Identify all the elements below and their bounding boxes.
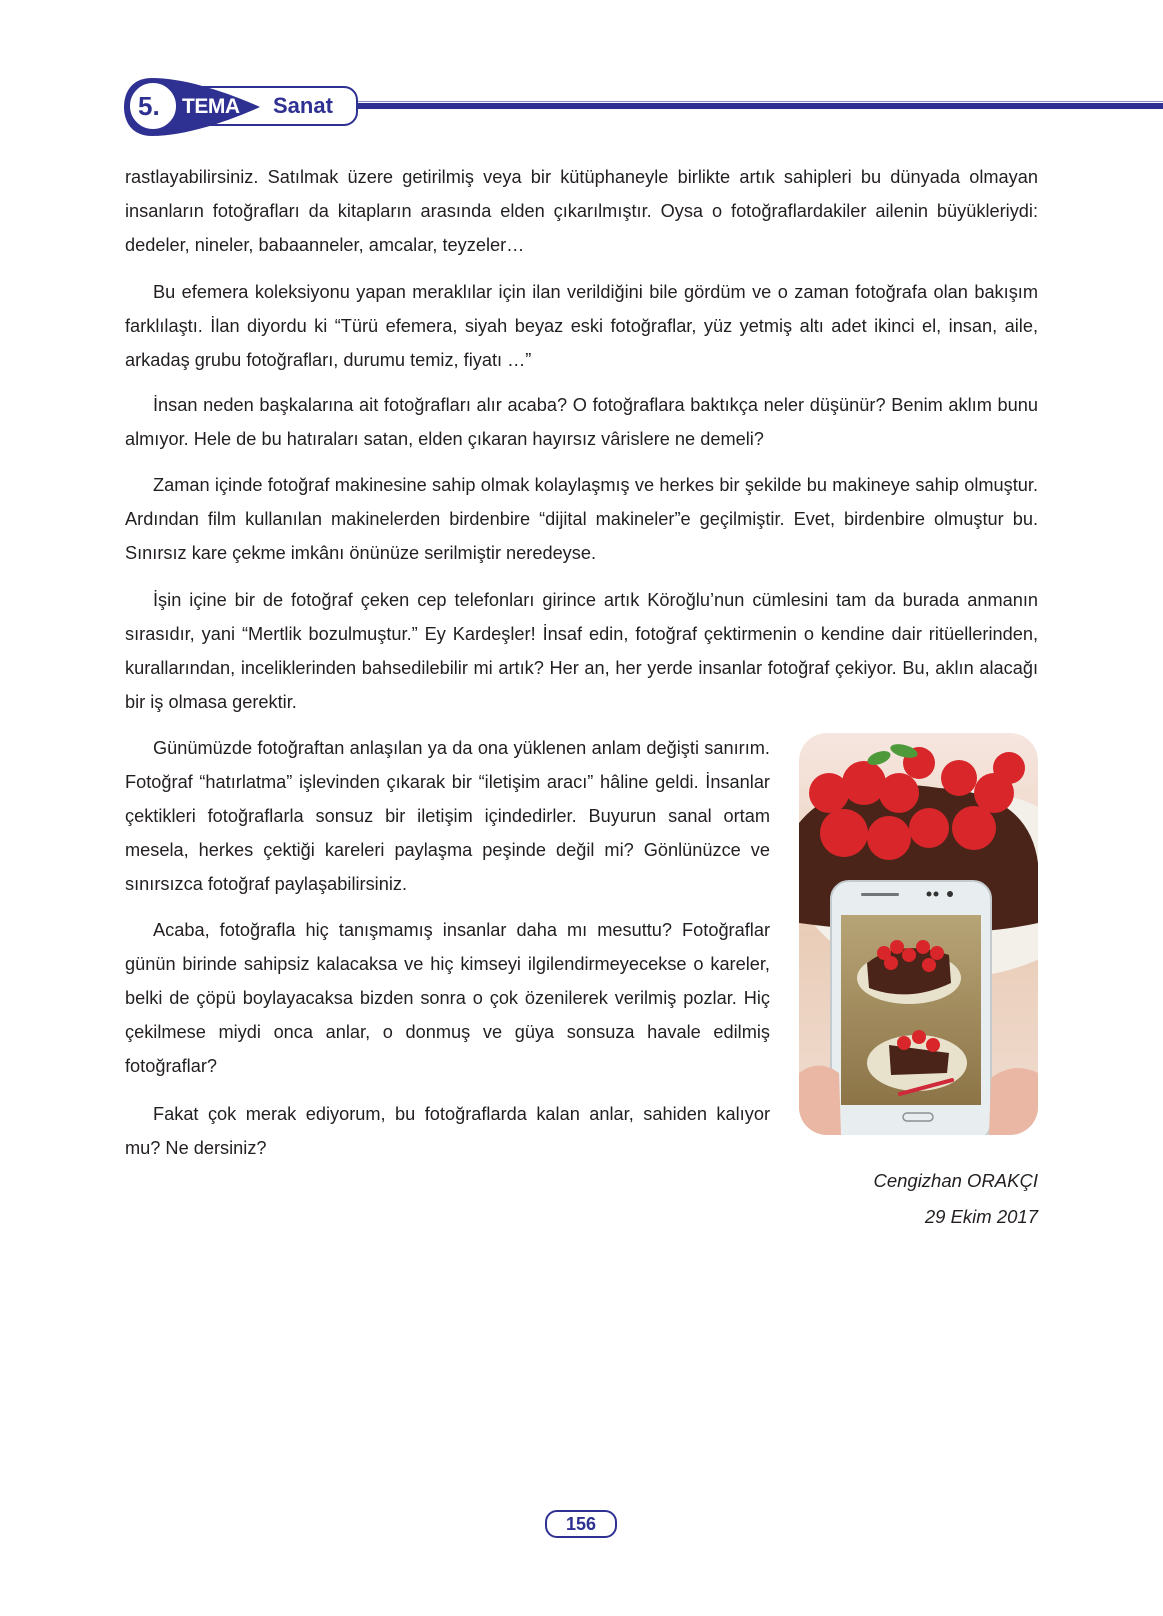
- unit-word: TEMA: [182, 95, 240, 118]
- paragraph-text: Günümüzde fotoğraftan anlaşılan ya da ona yüklenen anlam değişti sanırım. Fotoğraf “hatırlatma” işlevinden çıkarak bir “iletişim aracı” hâline geldi. İnsanlar çektikleri fotoğraflarla sonsuz bir iletişim içindedirler. Buyurun sanal ortam mesela, herkes çektiği kareleri paylaşma peşinde değil mi? Gönlünüzce ve sınırsızca fotoğraf paylaşabilirsiniz.: [125, 738, 770, 894]
- paragraph-text: Zaman içinde fotoğraf makinesine sahip olmak kolaylaşmış ve herkes bir şekilde bu makineye sahip olmuştur. Ardından film kullanılan makinelerden birdenbire “dijital makineler”e geçilmiştir. Evet, birdenbire olmuştur bu. Sınırsız kare çekme imkânı önünüze serilmiştir neredeyse.: [125, 475, 1038, 563]
- paragraph-text: Acaba, fotoğrafla hiç tanışmamış insanlar daha mı mesuttu? Fotoğraflar günün birinde sahipsiz kalacaksa ve hiç kimseyi ilgilendirmeyecekse o kareler, belki de çöpü boylayacaksa bizden sonra o çok özenilerek verilmiş pozlar. Hiç çekilmese miydi onca anlar, o donmuş ve güya sonsuza havale edilmiş fotoğraflar?: [125, 920, 770, 1076]
- header-rule: [356, 103, 1163, 109]
- cake-phone-photo: [799, 733, 1038, 1135]
- page-number: 156: [545, 1510, 617, 1538]
- paragraph: [125, 913, 770, 1083]
- publish-date: 29 Ekim 2017: [924, 1206, 1038, 1227]
- theme-title: Sanat: [273, 93, 333, 118]
- paragraph: [125, 160, 1038, 262]
- paragraph-text: İnsan neden başkalarına ait fotoğrafları alır acaba? O fotoğraflara baktıkça neler düşünür? Benim aklım bunu almıyor. Hele de bu hatıraları satan, elden çıkaran hayırsız vârislere ne demeli?: [125, 395, 1038, 449]
- paragraph: [125, 583, 1038, 719]
- page-header: [0, 0, 1163, 140]
- paragraph-text: İşin içine bir de fotoğraf çeken cep telefonları girince artık Köroğlu’nun cümlesini tam da burada anmanın sırasıdır, yani “Mertlik bozulmuştur.” Ey Kardeşler! İnsaf edin, fotoğraf çektirmenin o kendine dair ritüellerinden, kurallarından, inceliklerinden bahsedilebilir mi artık? Her an, her yerde insanlar fotoğraf çekiyor. Bu, aklın alacağı bir iş olmasa gerektir.: [125, 590, 1038, 712]
- illustration-image: [799, 733, 1038, 1135]
- paragraph: [125, 388, 1038, 456]
- paragraph: [125, 1097, 770, 1165]
- paragraph-text: rastlayabilirsiniz. Satılmak üzere getirilmiş veya bir kütüphaneyle birlikte artık sahipleri bu dünyada olmayan insanların fotoğrafları da kitapların arasında elden çıkarılmıştır. Oysa o fotoğraflardakiler ailenin büyükleriydi: dedeler, nineler, babaanneler, amcalar, teyzeler…: [125, 167, 1038, 255]
- unit-number: 5.: [138, 91, 160, 121]
- paragraph-text: Bu efemera koleksiyonu yapan meraklılar için ilan verildiğini bile gördüm ve o zaman fotoğrafa olan bakışım farklılaştı. İlan diyordu ki “Türü efemera, siyah beyaz eski fotoğraflar, yüz yetmiş altı adet ikinci el, insan, aile, arkadaş grubu fotoğrafları, durumu temiz, fiyatı …”: [125, 282, 1038, 370]
- header-rule-highlight: [356, 101, 1163, 102]
- paragraph: [125, 275, 1038, 377]
- paragraph: [125, 731, 770, 901]
- paragraph-text: Fakat çok merak ediyorum, bu fotoğraflarda kalan anlar, sahiden kalıyor mu? Ne dersiniz?: [125, 1104, 770, 1158]
- author-name: Cengizhan ORAKÇI: [873, 1170, 1038, 1191]
- paragraph: [125, 468, 1038, 570]
